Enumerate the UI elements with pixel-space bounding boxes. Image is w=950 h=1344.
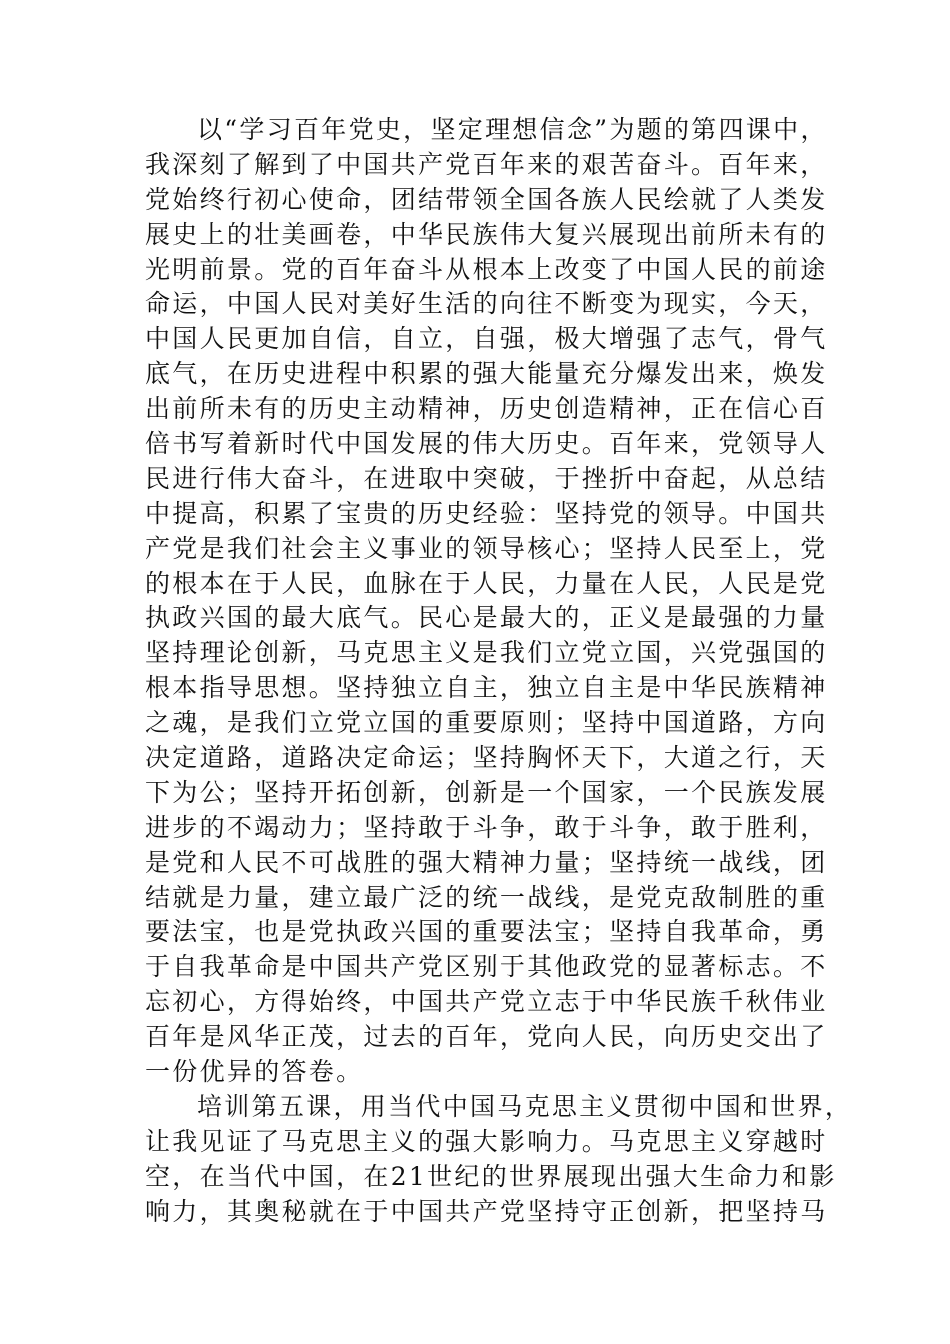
paragraph-line: 中提高，积累了宝贵的历史经验：坚持党的领导。中国共 bbox=[145, 498, 828, 528]
paragraph-line: 下为公；坚持开拓创新，创新是一个国家，一个民族发展 bbox=[145, 777, 828, 807]
paragraph-line: 命运，中国人民对美好生活的向往不断变为现实，今天， bbox=[145, 289, 828, 319]
paragraph-line: 倍书写着新时代中国发展的伟大历史。百年来，党领导人 bbox=[145, 429, 828, 459]
paragraph-line: 于自我革命是中国共产党区别于其他政党的显著标志。不 bbox=[145, 952, 828, 982]
paragraph-line: 光明前景。党的百年奋斗从根本上改变了中国人民的前途 bbox=[145, 254, 828, 284]
paragraph-line: 百年是风华正茂，过去的百年，党向人民，向历史交出了 bbox=[145, 1022, 828, 1052]
paragraph-line: 以“学习百年党史，坚定理想信念”为题的第四课中， bbox=[197, 115, 828, 144]
paragraph-line: 我深刻了解到了中国共产党百年来的艰苦奋斗。百年来， bbox=[145, 149, 828, 179]
paragraph-line: 产党是我们社会主义事业的领导核心；坚持人民至上，党 bbox=[145, 533, 828, 563]
paragraph-line: 底气，在历史进程中积累的强大能量充分爆发出来，焕发 bbox=[145, 359, 828, 389]
paragraph-line: 党始终行初心使命，团结带领全国各族人民绘就了人类发 bbox=[145, 184, 828, 214]
paragraph-line: 培训第五课，用当代中国马克思主义贯彻中国和世界， bbox=[197, 1091, 853, 1121]
paragraph-line: 结就是力量，建立最广泛的统一战线，是党克敌制胜的重 bbox=[145, 882, 828, 912]
paragraph-line: 空，在当代中国，在21世纪的世界展现出强大生命力和影 bbox=[145, 1161, 837, 1191]
paragraph-1 bbox=[145, 113, 828, 1090]
paragraph-line: 出前所未有的历史主动精神，历史创造精神，正在信心百 bbox=[145, 394, 828, 424]
paragraph-line: 是党和人民不可战胜的强大精神力量；坚持统一战线，团 bbox=[145, 847, 828, 877]
paragraph-line: 之魂，是我们立党立国的重要原则；坚持中国道路，方向 bbox=[145, 708, 828, 738]
paragraph-line: 一份优异的答卷。 bbox=[145, 1057, 364, 1087]
paragraph-line: 执政兴国的最大底气。民心是最大的，正义是最强的力量 bbox=[145, 603, 828, 633]
paragraph-line: 中国人民更加自信，自立，自强，极大增强了志气，骨气 bbox=[145, 324, 828, 354]
paragraph-line: 坚持理论创新，马克思主义是我们立党立国，兴党强国的 bbox=[145, 638, 828, 668]
paragraph-line: 决定道路，道路决定命运；坚持胸怀天下，大道之行，天 bbox=[145, 743, 828, 773]
paragraph-line: 忘初心，方得始终，中国共产党立志于中华民族千秋伟业 bbox=[145, 987, 828, 1017]
paragraph-line: 展史上的壮美画卷，中华民族伟大复兴展现出前所未有的 bbox=[145, 219, 828, 249]
paragraph-line: 响力，其奥秘就在于中国共产党坚持守正创新，把坚持马 bbox=[145, 1196, 828, 1226]
paragraph-2 bbox=[145, 1090, 853, 1230]
paragraph-line: 的根本在于人民，血脉在于人民，力量在人民，人民是党 bbox=[145, 568, 828, 598]
paragraph-line: 民进行伟大奋斗，在进取中突破，于挫折中奋起，从总结 bbox=[145, 463, 828, 493]
paragraph-line: 让我见证了马克思主义的强大影响力。马克思主义穿越时 bbox=[145, 1126, 828, 1156]
document-body bbox=[145, 113, 853, 1230]
paragraph-line: 进步的不竭动力；坚持敢于斗争，敢于斗争，敢于胜利， bbox=[145, 812, 828, 842]
paragraph-line: 要法宝，也是党执政兴国的重要法宝；坚持自我革命，勇 bbox=[145, 917, 828, 947]
paragraph-line: 根本指导思想。坚持独立自主，独立自主是中华民族精神 bbox=[145, 673, 828, 703]
